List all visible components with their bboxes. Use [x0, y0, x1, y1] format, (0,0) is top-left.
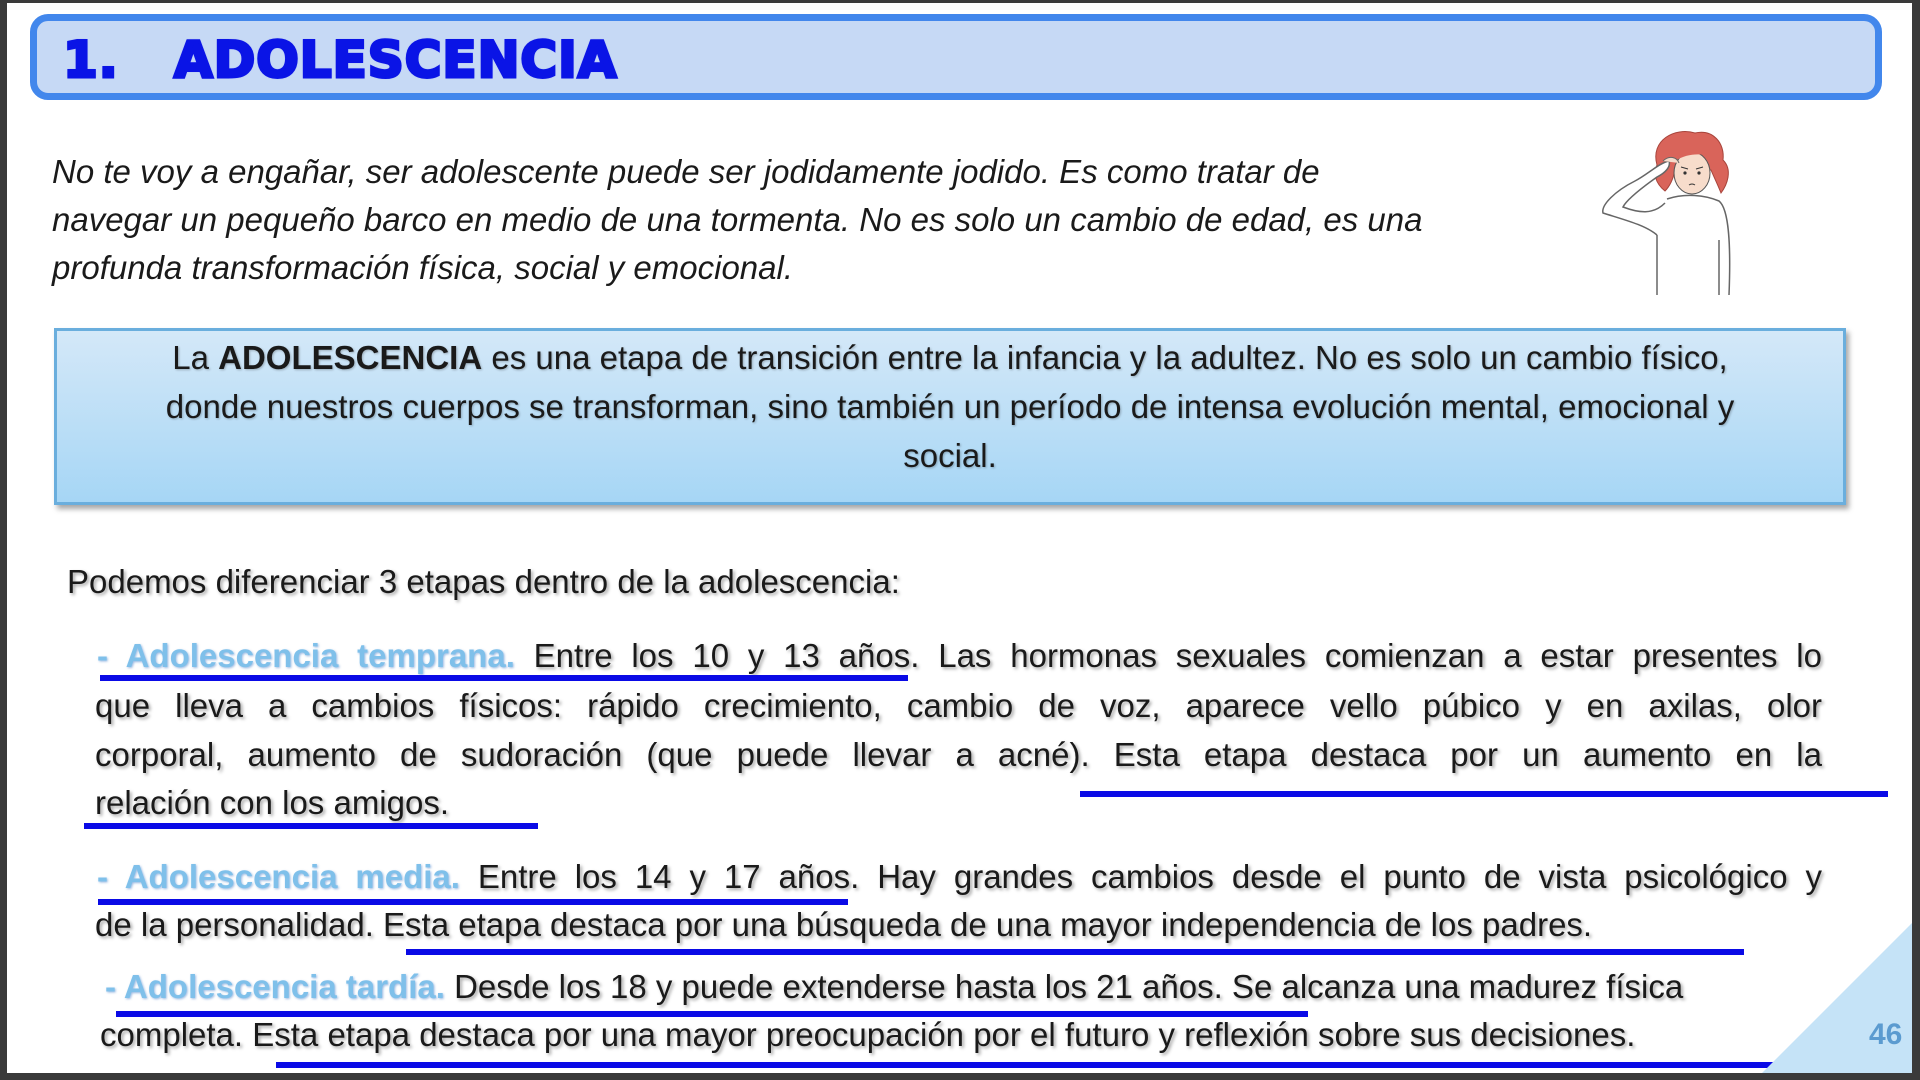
underline-mark: [276, 1062, 1784, 1068]
definition-box: [54, 328, 1846, 505]
section-heading-box: [30, 14, 1882, 100]
definition-text: es una etapa de transición entre la infancia y la adultez. No es solo un cambio físico,: [482, 339, 1728, 376]
stage-early-line: corporal, aumento de sudoración (que puede llevar a acné). Esta etapa destaca por un aumento en la: [95, 736, 1822, 773]
stage-early-line: relación con los amigos.: [95, 784, 450, 821]
stages-intro-text: Podemos diferenciar 3 etapas dentro de la adolescencia:: [67, 563, 900, 600]
stage-early-line: que lleva a cambios físicos: rápido crecimiento, cambio de voz, aparece vello púbico y en axilas, olor: [95, 687, 1822, 724]
viewer-bottom-bar: [0, 1073, 1920, 1080]
underline-mark: [100, 675, 908, 681]
intro-paragraph: [52, 148, 1572, 292]
intro-line: navegar un pequeño barco en medio de una tormenta. No es solo un cambio de edad, es una: [52, 201, 1423, 238]
stage-middle-line: de la personalidad. Esta etapa destaca por una búsqueda de una mayor independencia de los padres.: [95, 906, 1593, 943]
page-number: 46: [1869, 1018, 1903, 1051]
definition-line: [57, 333, 1843, 382]
definition-line: social.: [903, 437, 997, 474]
definition-line: donde nuestros cuerpos se transforman, sino también un período de intensa evolución mental, emocional y: [165, 388, 1735, 425]
underline-mark: [1080, 791, 1888, 797]
stage-label-early: - Adolescencia temprana.: [97, 637, 515, 674]
intro-line: profunda transformación física, social y emocional.: [52, 249, 794, 286]
document-page: [7, 3, 1912, 1073]
underline-mark: [84, 823, 538, 829]
definition-text: La: [172, 339, 219, 376]
confused-girl-illustration-icon: [1595, 125, 1765, 300]
stage-text: Entre los 14 y 17 años. Hay grandes cambios desde el punto de vista psicológico y: [459, 858, 1822, 895]
section-title: 1. ADOLESCENCIA: [63, 31, 618, 89]
stage-late-line: [105, 967, 1683, 1007]
stage-middle-line: [97, 857, 1822, 897]
intro-line: No te voy a engañar, ser adolescente puede ser jodidamente jodido. Es como tratar de: [52, 153, 1320, 190]
underline-mark: [406, 949, 1744, 955]
stage-text: Entre los 10 y 13 años. Las hormonas sexuales comienzan a estar presentes lo: [514, 637, 1822, 674]
stage-text: Desde los 18 y puede extenderse hasta los 21 años. Se alcanza una madurez física: [444, 968, 1684, 1005]
stage-label-middle: - Adolescencia media.: [97, 858, 460, 895]
stage-early-line: [97, 636, 1822, 676]
stage-label-late: - Adolescencia tardía.: [105, 968, 445, 1005]
stage-late-line: completa. Esta etapa destaca por una mayor preocupación por el futuro y reflexión sobre sus decisiones.: [100, 1016, 1636, 1053]
definition-term: ADOLESCENCIA: [218, 339, 483, 376]
